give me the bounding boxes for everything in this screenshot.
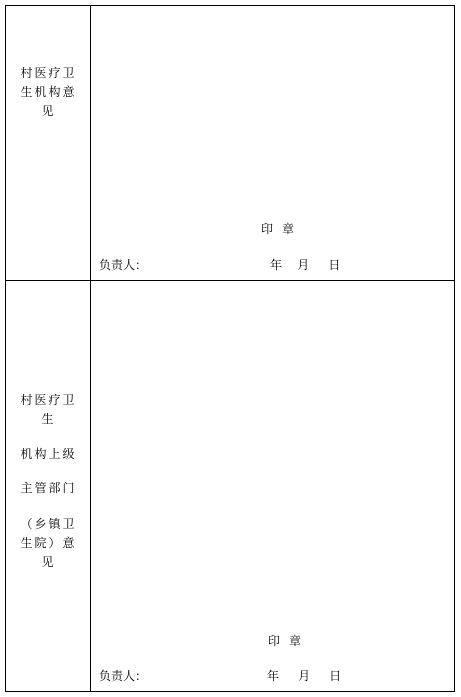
stamp-label: 印章 [261,222,304,236]
superior-department-label-line-6: 生院）意 [20,536,77,550]
opinion-form-table [5,5,455,692]
superior-department-label-line-7: 见 [41,555,56,569]
superior-department-label-line-5: （乡镇卫 [20,517,77,531]
village-institution-opinion-cell[interactable] [91,6,454,280]
date-label: 年 月 日 [267,669,342,683]
village-institution-label-line-3: 见 [41,104,56,118]
village-institution-label-cell [6,6,91,280]
responsible-person-label: 负责人： [99,258,148,272]
stamp-label: 印章 [268,634,311,648]
village-institution-label-line-1: 村医疗卫 [20,66,77,80]
village-institution-label-line-2: 生机构意 [20,85,77,99]
superior-department-opinion-row [6,281,454,691]
superior-department-label-line-3: 机构上级 [20,447,77,461]
superior-department-label-cell [6,281,91,691]
village-institution-opinion-row [6,6,454,281]
responsible-person-label: 负责人： [99,669,148,683]
date-label: 年 月 日 [270,258,341,272]
superior-department-label-line-1: 村医疗卫 [20,393,77,407]
superior-department-opinion-cell[interactable] [91,281,454,691]
superior-department-label-line-2: 生 [41,412,56,426]
superior-department-label-line-4: 主管部门 [20,481,77,495]
